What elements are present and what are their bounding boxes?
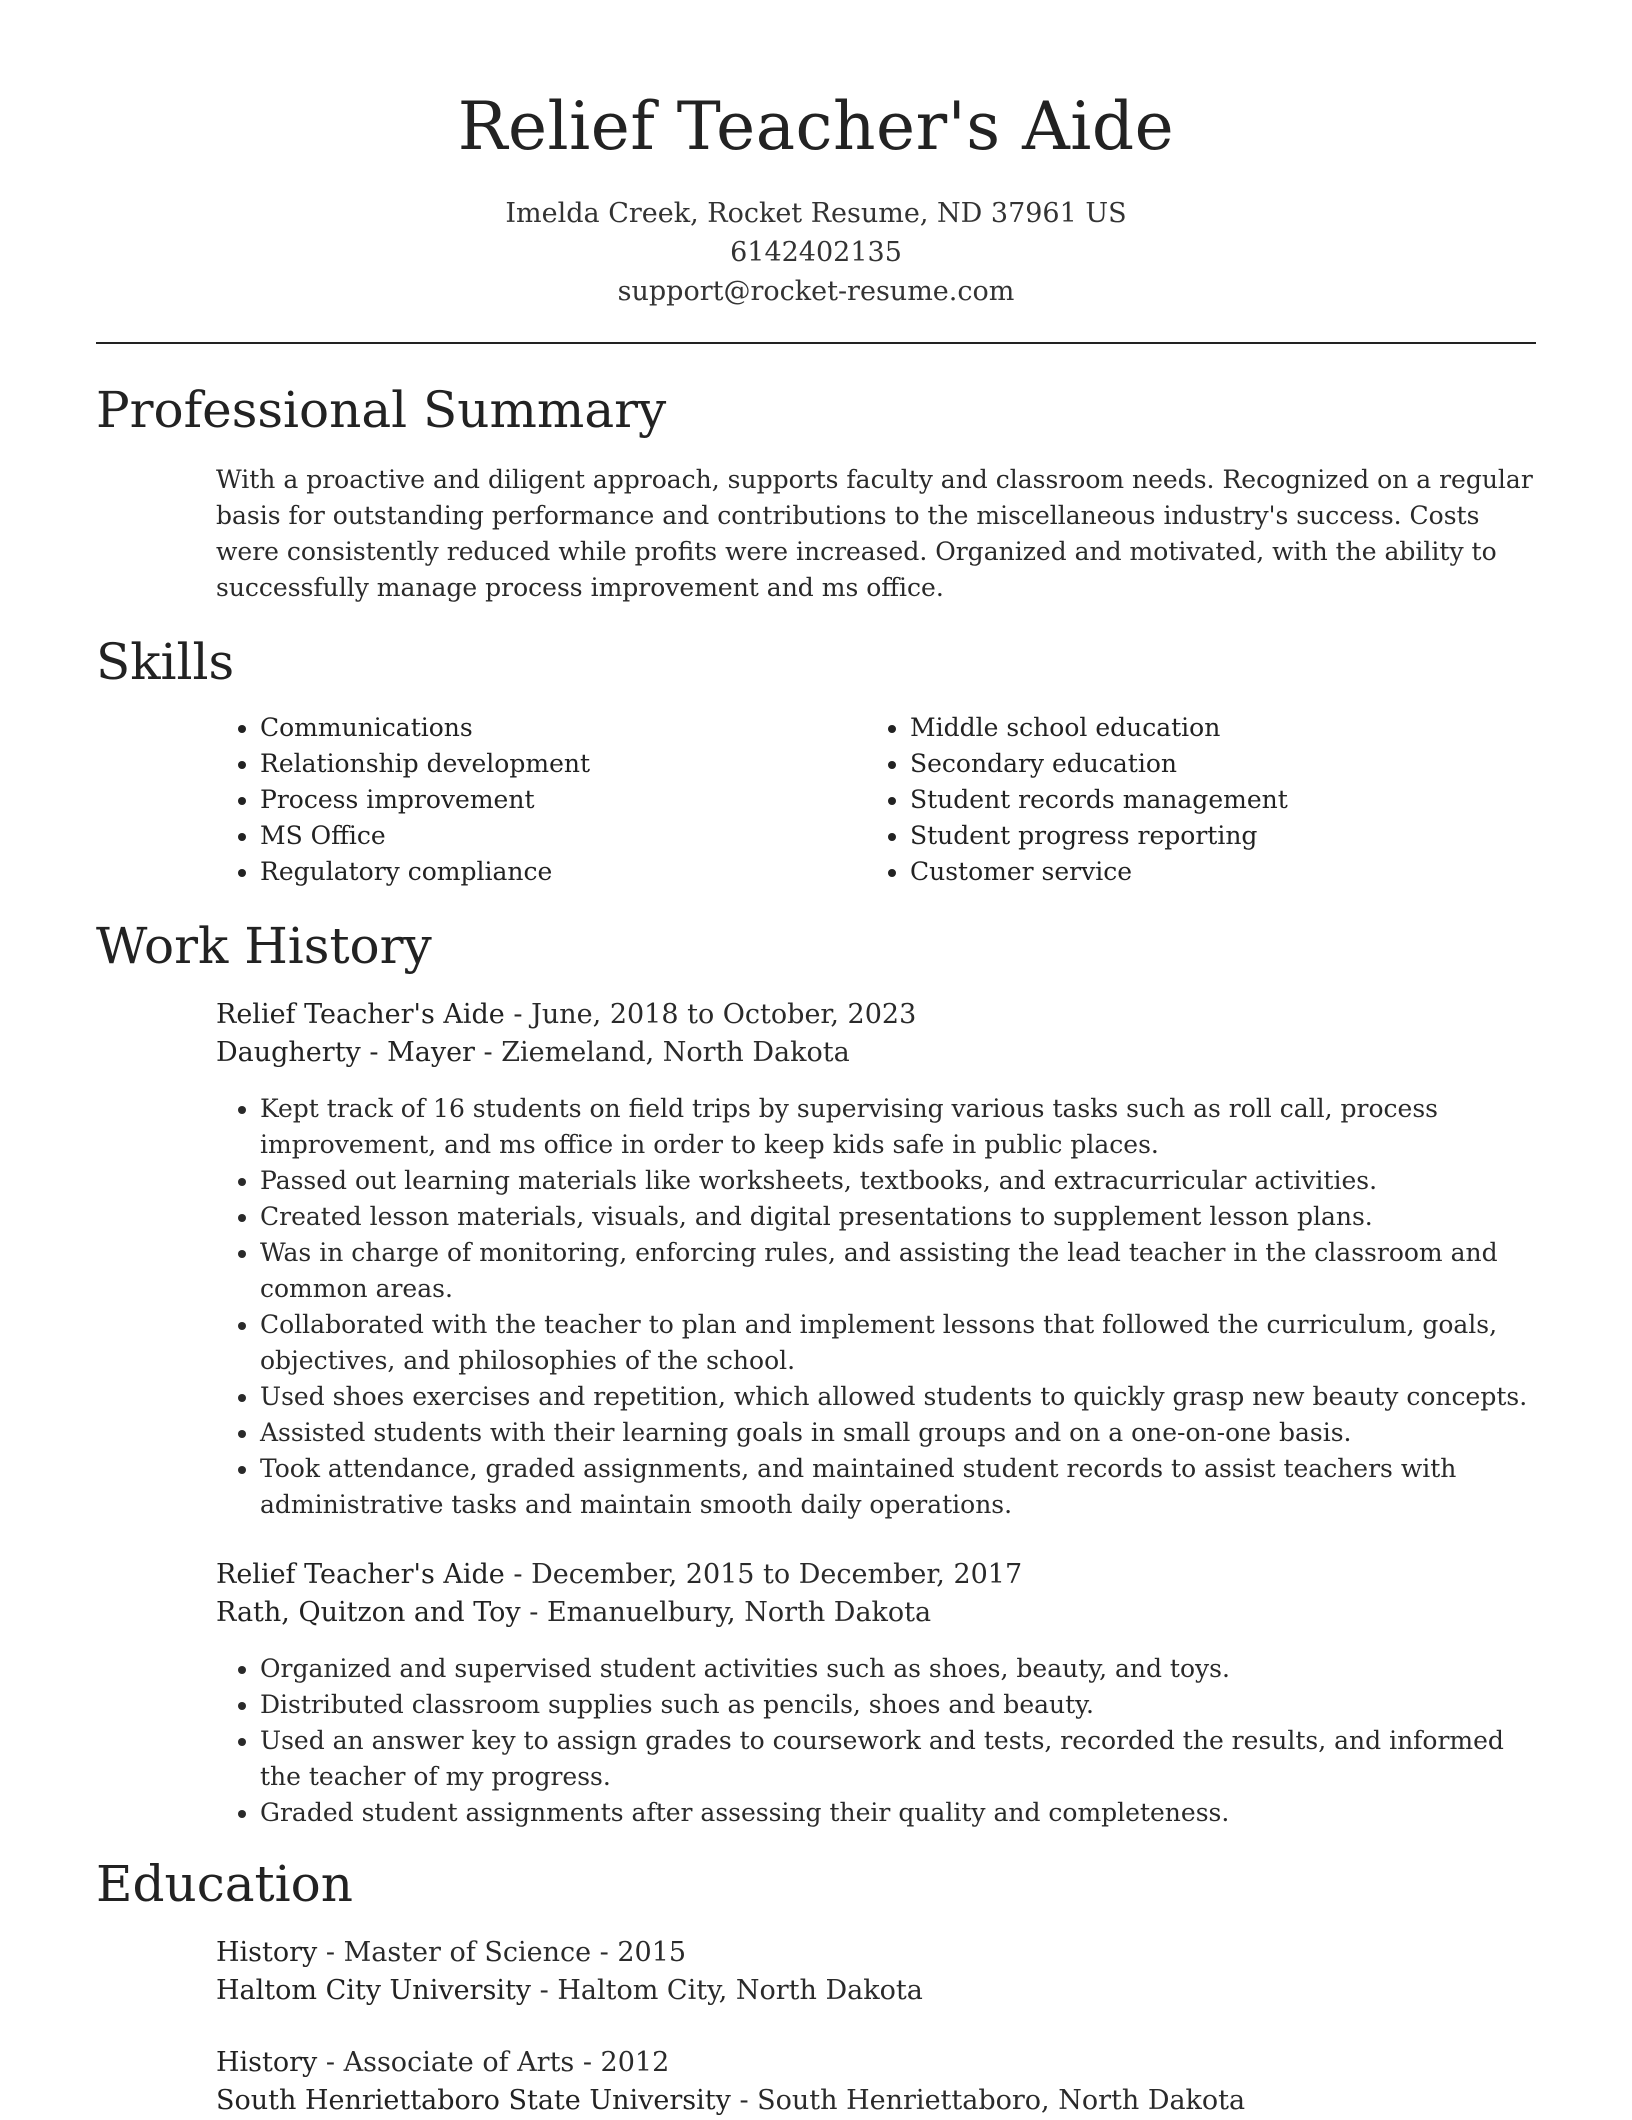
education-degree-line [216, 2044, 1536, 2082]
work-entry [216, 996, 1536, 1072]
work-bullet: • Graded student assignments after assessing their quality and completeness. [260, 1795, 1536, 1831]
job-location: - Ziemeland, North Dakota [474, 1037, 850, 1068]
education-school: Haltom City University [216, 1975, 532, 2006]
work-bullet: • Took attendance, graded assignments, and maintained student records to assist teachers with administrative tasks and maintain smooth daily operations. [260, 1451, 1536, 1523]
contact-email: support@rocket-resume.com [617, 276, 1015, 307]
job-title: Relief Teacher's Aide [216, 999, 505, 1030]
skill-item: • Secondary education [910, 746, 1510, 782]
education-location: - South Henriettaboro, North Dakota [730, 2085, 1246, 2116]
work-entry [216, 1556, 1536, 1632]
work-bullet: • Passed out learning materials like worksheets, textbooks, and extracurricular activities. [260, 1163, 1536, 1199]
job-location: - Emanuelbury, North Dakota [520, 1597, 932, 1628]
education-field: History [216, 2047, 318, 2078]
work-bullet: • Distributed classroom supplies such as pencils, shoes and beauty. [260, 1687, 1536, 1723]
resume-header [96, 0, 1536, 311]
section-title-skills: Skills [96, 633, 235, 691]
work-bullet-list [216, 1091, 1536, 1523]
work-bullet: • Used an answer key to assign grades to coursework and tests, recorded the results, and informed the teacher of my progress. [260, 1723, 1536, 1795]
skill-item: • Communications [260, 710, 860, 746]
header-divider [96, 342, 1536, 344]
education-school-line [216, 2082, 1536, 2120]
contact-address: Imelda Creek, Rocket Resume, ND 37961 US [505, 198, 1127, 229]
skill-item: • Relationship development [260, 746, 860, 782]
work-bullet: • Organized and supervised student activities such as shoes, beauty, and toys. [260, 1651, 1536, 1687]
education-school-line [216, 1972, 1536, 2010]
work-bullet-list [216, 1651, 1536, 1831]
job-company-line [216, 1594, 1536, 1632]
job-title-line [216, 996, 1536, 1034]
section-title-work: Work History [96, 917, 432, 975]
work-bullet: • Kept track of 16 students on field trips by supervising various tasks such as roll call, process improvement, and ms office in order to keep kids safe in public places. [260, 1091, 1536, 1163]
contact-phone: 6142402135 [730, 237, 902, 268]
work-bullet: • Was in charge of monitoring, enforcing rules, and assisting the lead teacher in the classroom and common areas. [260, 1235, 1536, 1307]
section-title-education: Education [96, 1855, 353, 1913]
skill-item: • Middle school education [910, 710, 1510, 746]
education-entry [216, 2044, 1536, 2120]
skills-list [216, 710, 1536, 900]
education-school: South Henriettaboro State University [216, 2085, 731, 2116]
work-bullet: • Created lesson materials, visuals, and digital presentations to supplement lesson plans. [260, 1199, 1536, 1235]
resume-page [96, 0, 1536, 2116]
summary-text: With a proactive and diligent approach, supports faculty and classroom needs. Recognized on a regular basis for outstanding performance and contributions to the miscellaneous industry's success. Costs were consistently reduced while profits were increased. Organized and motivated, with the ability to successfully manage process improvement and ms office. [216, 465, 1533, 602]
skills-column-left [216, 710, 860, 890]
education-entry [216, 1934, 1536, 2010]
work-bullets [216, 1651, 1536, 1831]
skill-item: • Customer service [910, 854, 1510, 890]
job-dates: - June, 2018 to October, 2023 [504, 999, 917, 1030]
job-company-line [216, 1034, 1536, 1072]
job-title: Relief Teacher's Aide [216, 1559, 505, 1590]
education-degree-line [216, 1934, 1536, 1972]
work-bullet: • Collaborated with the teacher to plan and implement lessons that followed the curriculum, goals, objectives, and philosophies of the school. [260, 1307, 1536, 1379]
job-title-line [216, 1556, 1536, 1594]
skill-item: • Student progress reporting [910, 818, 1510, 854]
skill-item: • MS Office [260, 818, 860, 854]
education-location: - Haltom City, North Dakota [531, 1975, 923, 2006]
education-field: History [216, 1937, 318, 1968]
education-degree-year: - Master of Science - 2015 [317, 1937, 687, 1968]
job-dates: - December, 2015 to December, 2017 [504, 1559, 1023, 1590]
work-bullet: • Used shoes exercises and repetition, which allowed students to quickly grasp new beauty concepts. [260, 1379, 1536, 1415]
section-title-summary: Professional Summary [96, 381, 667, 439]
work-bullets [216, 1091, 1536, 1523]
job-company: Rath, Quitzon and Toy [216, 1597, 521, 1628]
skills-column-right [866, 710, 1510, 890]
skill-item: • Regulatory compliance [260, 854, 860, 890]
skill-item: • Student records management [910, 782, 1510, 818]
job-company: Daugherty - Mayer [216, 1037, 475, 1068]
work-bullet: • Assisted students with their learning goals in small groups and on a one-on-one basis. [260, 1415, 1536, 1451]
skill-item: • Process improvement [260, 782, 860, 818]
resume-name: Relief Teacher's Aide [457, 88, 1175, 165]
education-degree-year: - Associate of Arts - 2012 [317, 2047, 670, 2078]
